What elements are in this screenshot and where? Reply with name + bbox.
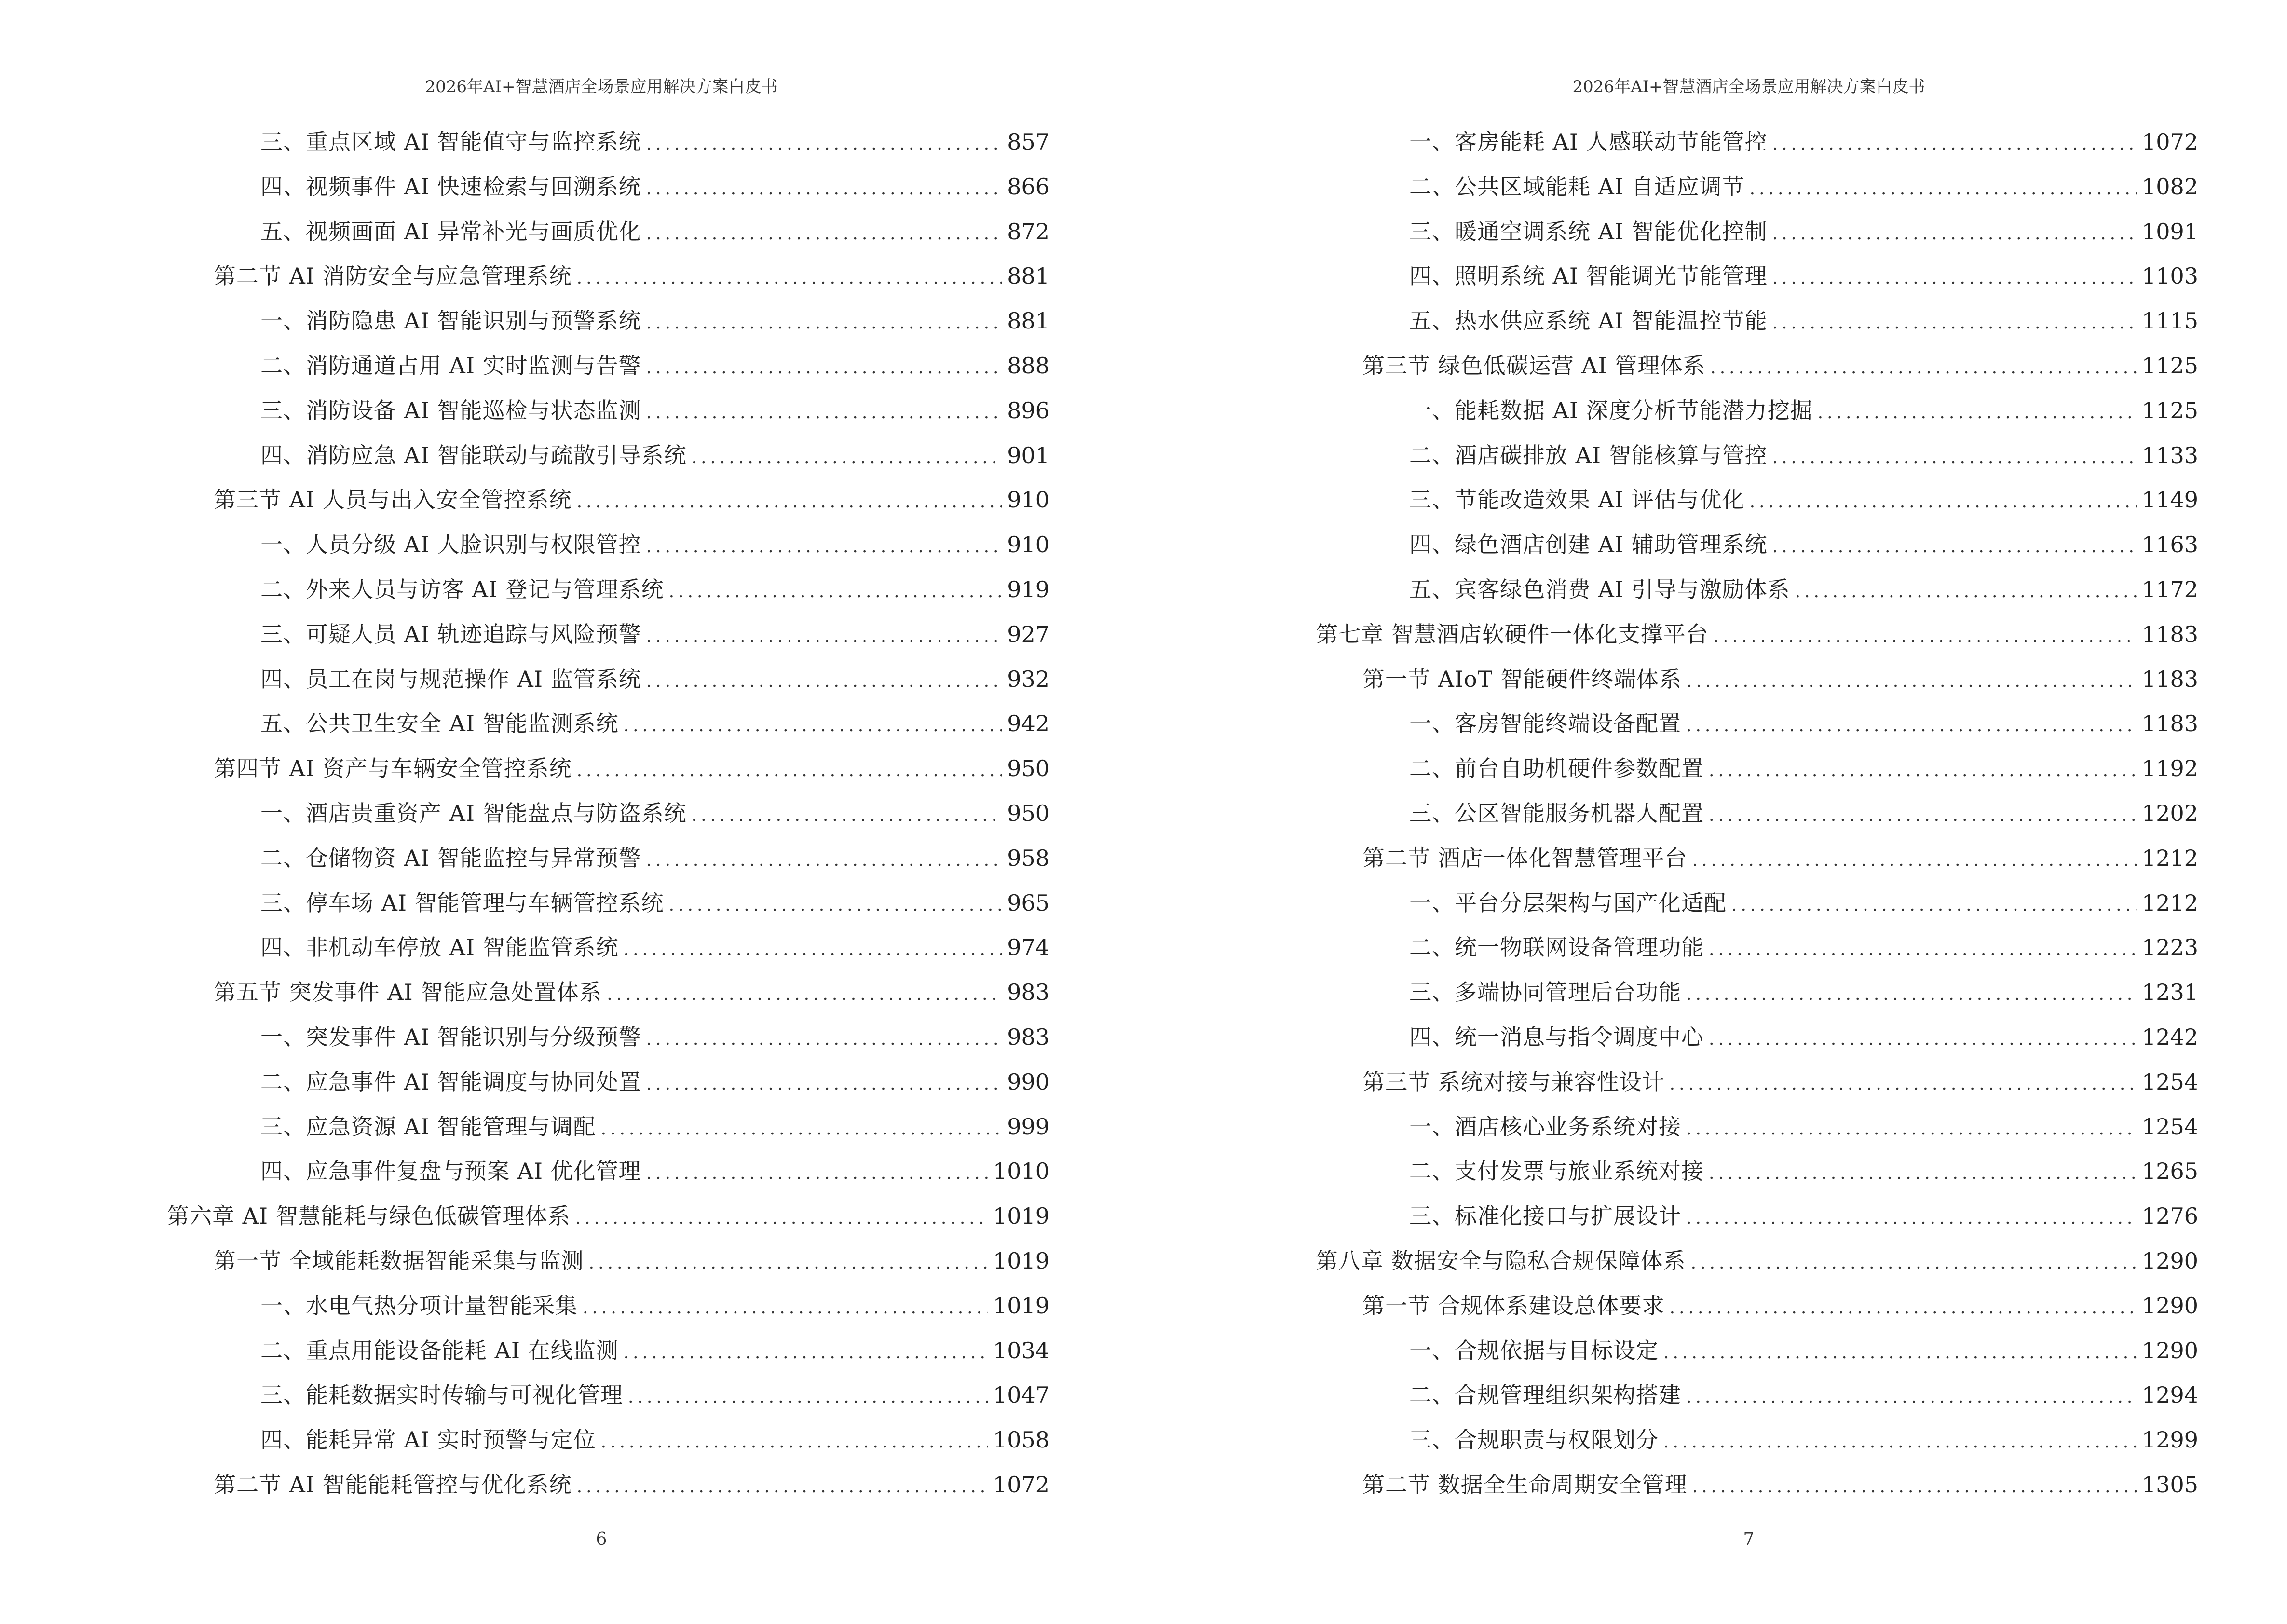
toc-entry-page-number: 950 bbox=[1007, 800, 1049, 826]
dot-leader bbox=[646, 122, 1003, 167]
toc-entry-subsection[interactable] bbox=[167, 791, 1049, 836]
toc-entry-page-number: 1125 bbox=[2141, 397, 2198, 423]
toc-entry-subsection[interactable] bbox=[167, 522, 1049, 567]
dot-leader bbox=[1686, 1196, 2137, 1241]
toc-entry-subsection[interactable] bbox=[167, 1060, 1049, 1105]
dot-leader bbox=[1709, 1017, 2137, 1062]
toc-list bbox=[167, 120, 1049, 1507]
toc-entry-title: 三、暖通空调系统 AI 智能优化控制 bbox=[1409, 218, 1768, 245]
dot-leader bbox=[1709, 1151, 2137, 1196]
toc-entry-page-number: 1125 bbox=[2141, 352, 2198, 379]
toc-entry-section[interactable] bbox=[1316, 343, 2198, 388]
toc-entry-subsection[interactable] bbox=[1316, 567, 2198, 612]
dot-leader bbox=[1772, 436, 2137, 480]
toc-entry-section[interactable] bbox=[1316, 657, 2198, 702]
toc-entry-subsection[interactable] bbox=[1316, 164, 2198, 209]
toc-entry-title: 四、绿色酒店创建 AI 辅助管理系统 bbox=[1409, 532, 1768, 558]
toc-entry-title: 五、公共卫生安全 AI 智能监测系统 bbox=[260, 710, 619, 737]
toc-entry-title: 三、能耗数据实时传输与可视化管理 bbox=[260, 1382, 623, 1408]
toc-entry-page-number: 1192 bbox=[2141, 755, 2198, 782]
toc-entry-title: 二、外来人员与访客 AI 登记与管理系统 bbox=[260, 576, 664, 602]
dot-leader bbox=[1686, 704, 2137, 749]
toc-entry-page-number: 1072 bbox=[993, 1471, 1049, 1498]
toc-entry-section[interactable] bbox=[167, 970, 1049, 1015]
toc-entry-page-number: 910 bbox=[1007, 532, 1049, 558]
toc-entry-page-number: 990 bbox=[1007, 1068, 1049, 1095]
toc-entry-chapter[interactable] bbox=[1316, 612, 2198, 657]
dot-leader bbox=[1772, 301, 2137, 346]
toc-entry-subsection[interactable] bbox=[1316, 299, 2198, 343]
toc-entry-title: 二、前台自助机硬件参数配置 bbox=[1409, 755, 1704, 782]
toc-entry-subsection[interactable] bbox=[167, 1283, 1049, 1328]
dot-leader bbox=[1709, 793, 2137, 838]
toc-entry-section[interactable] bbox=[167, 478, 1049, 522]
toc-entry-subsection[interactable] bbox=[167, 433, 1049, 478]
dot-leader bbox=[624, 928, 1003, 972]
toc-entry-section[interactable] bbox=[1316, 1283, 2198, 1328]
toc-entry-title: 第三节 系统对接与兼容性设计 bbox=[1362, 1068, 1665, 1095]
toc-entry-chapter[interactable] bbox=[167, 1194, 1049, 1239]
toc-entry-title: 三、可疑人员 AI 轨迹追踪与风险预警 bbox=[260, 621, 641, 647]
toc-entry-title: 四、统一消息与指令调度中心 bbox=[1409, 1024, 1704, 1050]
toc-entry-title: 三、节能改造效果 AI 评估与优化 bbox=[1409, 487, 1745, 513]
toc-entry-title: 五、宾客绿色消费 AI 引导与激励体系 bbox=[1409, 576, 1790, 602]
dot-leader bbox=[1670, 1062, 2137, 1107]
dot-leader bbox=[669, 883, 1003, 928]
toc-entry-title: 五、热水供应系统 AI 智能温控节能 bbox=[1409, 308, 1768, 334]
dot-leader bbox=[1686, 972, 2137, 1017]
toc-entry-page-number: 1202 bbox=[2141, 800, 2198, 826]
toc-entry-title: 二、支付发票与旅业系统对接 bbox=[1409, 1158, 1704, 1185]
toc-entry-title: 二、仓储物资 AI 智能监控与异常预警 bbox=[260, 845, 641, 871]
toc-entry-title: 第二节 数据全生命周期安全管理 bbox=[1362, 1471, 1688, 1498]
dot-leader bbox=[669, 570, 1003, 614]
toc-entry-page-number: 1290 bbox=[2141, 1337, 2198, 1364]
toc-entry-subsection[interactable] bbox=[167, 701, 1049, 746]
dot-leader bbox=[646, 659, 1003, 704]
toc-entry-page-number: 1047 bbox=[993, 1382, 1049, 1408]
dot-leader bbox=[646, 212, 1003, 257]
dot-leader bbox=[628, 1375, 988, 1420]
toc-entry-subsection[interactable] bbox=[167, 1149, 1049, 1194]
dot-leader bbox=[1663, 1331, 2137, 1376]
toc-entry-subsection[interactable] bbox=[1316, 1373, 2198, 1418]
toc-entry-page-number: 1091 bbox=[2141, 218, 2198, 245]
toc-entry-subsection[interactable] bbox=[167, 881, 1049, 926]
toc-entry-page-number: 1299 bbox=[2141, 1427, 2198, 1453]
toc-entry-title: 三、重点区域 AI 智能值守与监控系统 bbox=[260, 129, 641, 155]
toc-entry-title: 第一节 全域能耗数据智能采集与监测 bbox=[214, 1247, 584, 1274]
dot-leader bbox=[646, 1017, 1003, 1062]
dot-leader bbox=[1687, 659, 2137, 704]
toc-entry-page-number: 1183 bbox=[2141, 710, 2198, 737]
toc-entry-subsection[interactable] bbox=[167, 1105, 1049, 1149]
toc-entry-section[interactable] bbox=[1316, 1462, 2198, 1507]
toc-entry-title: 四、员工在岗与规范操作 AI 监管系统 bbox=[260, 666, 641, 692]
toc-entry-title: 一、酒店贵重资产 AI 智能盘点与防盗系统 bbox=[260, 800, 687, 826]
toc-entry-page-number: 1133 bbox=[2141, 442, 2198, 468]
toc-entry-subsection[interactable] bbox=[1316, 522, 2198, 567]
toc-entry-page-number: 1183 bbox=[2141, 666, 2198, 692]
toc-entry-title: 四、非机动车停放 AI 智能监管系统 bbox=[260, 934, 619, 961]
dot-leader bbox=[1709, 749, 2137, 793]
toc-entry-page-number: 1254 bbox=[2141, 1068, 2198, 1095]
toc-entry-subsection[interactable] bbox=[1316, 254, 2198, 299]
dot-leader bbox=[1692, 1465, 2137, 1510]
toc-entry-page-number: 974 bbox=[1007, 934, 1049, 961]
toc-entry-subsection[interactable] bbox=[1316, 209, 2198, 254]
dot-leader bbox=[624, 704, 1003, 749]
toc-entry-page-number: 932 bbox=[1007, 666, 1049, 692]
toc-entry-page-number: 1212 bbox=[2141, 889, 2198, 916]
toc-entry-title: 第一节 AIoT 智能硬件终端体系 bbox=[1362, 666, 1682, 692]
toc-entry-title: 一、人员分级 AI 人脸识别与权限管控 bbox=[260, 532, 641, 558]
toc-entry-title: 三、多端协同管理后台功能 bbox=[1409, 979, 1681, 1006]
toc-entry-subsection[interactable] bbox=[167, 1015, 1049, 1060]
toc-entry-title: 第一节 合规体系建设总体要求 bbox=[1362, 1292, 1665, 1319]
toc-entry-subsection[interactable] bbox=[167, 925, 1049, 970]
dot-leader bbox=[1772, 122, 2137, 167]
dot-leader bbox=[646, 525, 1003, 570]
toc-entry-subsection[interactable] bbox=[1316, 120, 2198, 164]
toc-entry-page-number: 1163 bbox=[2141, 532, 2198, 558]
toc-entry-subsection[interactable] bbox=[1316, 1105, 2198, 1149]
dot-leader bbox=[577, 1465, 988, 1510]
running-header: 2026年AI+智慧酒店全场景应用解决方案白皮书 bbox=[425, 77, 778, 96]
toc-entry-title: 一、水电气热分项计量智能采集 bbox=[260, 1292, 578, 1319]
toc-entry-subsection[interactable] bbox=[167, 388, 1049, 433]
toc-entry-subsection[interactable] bbox=[167, 1373, 1049, 1418]
dot-leader bbox=[646, 391, 1003, 436]
toc-entry-subsection[interactable] bbox=[1316, 925, 2198, 970]
page-right bbox=[1144, 0, 2287, 1624]
dot-leader bbox=[1772, 256, 2137, 301]
toc-entry-title: 四、消防应急 AI 智能联动与疏散引导系统 bbox=[260, 442, 687, 468]
toc-entry-page-number: 999 bbox=[1007, 1113, 1049, 1140]
toc-entry-title: 四、照明系统 AI 智能调光节能管理 bbox=[1409, 263, 1768, 289]
toc-entry-title: 二、酒店碳排放 AI 智能核算与管控 bbox=[1409, 442, 1768, 468]
toc-entry-page-number: 1115 bbox=[2141, 308, 2198, 334]
toc-entry-title: 二、统一物联网设备管理功能 bbox=[1409, 934, 1704, 961]
toc-entry-title: 一、平台分层架构与国产化适配 bbox=[1409, 889, 1727, 916]
toc-entry-title: 二、应急事件 AI 智能调度与协同处置 bbox=[260, 1068, 641, 1095]
page-number: 6 bbox=[596, 1529, 607, 1549]
dot-leader bbox=[1663, 1420, 2137, 1465]
toc-entry-subsection[interactable] bbox=[167, 657, 1049, 702]
toc-entry-page-number: 888 bbox=[1007, 352, 1049, 379]
toc-entry-page-number: 919 bbox=[1007, 576, 1049, 602]
toc-entry-page-number: 965 bbox=[1007, 889, 1049, 916]
dot-leader bbox=[646, 167, 1003, 212]
toc-entry-chapter[interactable] bbox=[1316, 1239, 2198, 1283]
toc-entry-title: 第二节 AI 消防安全与应急管理系统 bbox=[214, 263, 572, 289]
toc-entry-section[interactable] bbox=[167, 746, 1049, 791]
toc-entry-subsection[interactable] bbox=[167, 1418, 1049, 1462]
toc-entry-title: 二、重点用能设备能耗 AI 在线监测 bbox=[260, 1337, 619, 1364]
toc-entry-page-number: 1183 bbox=[2141, 621, 2198, 647]
dot-leader bbox=[607, 972, 1002, 1017]
toc-entry-subsection[interactable] bbox=[1316, 1194, 2198, 1239]
toc-entry-subsection[interactable] bbox=[1316, 1418, 2198, 1462]
dot-leader bbox=[1795, 570, 2137, 614]
toc-entry-page-number: 910 bbox=[1007, 487, 1049, 513]
toc-entry-title: 四、能耗异常 AI 实时预警与定位 bbox=[260, 1427, 596, 1453]
dot-leader bbox=[1750, 167, 2137, 212]
toc-entry-page-number: 881 bbox=[1007, 308, 1049, 334]
toc-entry-page-number: 958 bbox=[1007, 845, 1049, 871]
toc-entry-page-number: 1072 bbox=[2141, 129, 2198, 155]
dot-leader bbox=[583, 1286, 988, 1331]
toc-entry-page-number: 1265 bbox=[2141, 1158, 2198, 1185]
toc-entry-page-number: 881 bbox=[1007, 263, 1049, 289]
dot-leader bbox=[601, 1107, 1003, 1152]
toc-entry-page-number: 896 bbox=[1007, 397, 1049, 423]
dot-leader bbox=[589, 1241, 988, 1286]
toc-entry-page-number: 1212 bbox=[2141, 845, 2198, 871]
toc-entry-title: 三、停车场 AI 智能管理与车辆管控系统 bbox=[260, 889, 664, 916]
dot-leader bbox=[624, 1331, 988, 1376]
toc-entry-page-number: 1276 bbox=[2141, 1203, 2198, 1229]
toc-entry-subsection[interactable] bbox=[1316, 881, 2198, 926]
toc-entry-page-number: 866 bbox=[1007, 173, 1049, 200]
dot-leader bbox=[646, 838, 1003, 883]
toc-entry-page-number: 1082 bbox=[2141, 173, 2198, 200]
toc-entry-page-number: 1172 bbox=[2141, 576, 2198, 602]
toc-entry-title: 第八章 数据安全与隐私合规保障体系 bbox=[1316, 1247, 1686, 1274]
dot-leader bbox=[575, 1196, 988, 1241]
toc-entry-page-number: 901 bbox=[1007, 442, 1049, 468]
dot-leader bbox=[601, 1420, 988, 1465]
toc-entry-subsection[interactable] bbox=[1316, 1149, 2198, 1194]
toc-entry-page-number: 942 bbox=[1007, 710, 1049, 737]
toc-entry-page-number: 872 bbox=[1007, 218, 1049, 245]
toc-entry-title: 四、应急事件复盘与预案 AI 优化管理 bbox=[260, 1158, 641, 1185]
toc-entry-subsection[interactable] bbox=[167, 299, 1049, 343]
toc-entry-title: 三、合规职责与权限划分 bbox=[1409, 1427, 1659, 1453]
dot-leader bbox=[1670, 1286, 2137, 1331]
dot-leader bbox=[1709, 928, 2137, 972]
toc-entry-title: 四、视频事件 AI 快速检索与回溯系统 bbox=[260, 173, 641, 200]
toc-entry-subsection[interactable] bbox=[167, 209, 1049, 254]
toc-entry-page-number: 1034 bbox=[993, 1337, 1049, 1364]
toc-entry-title: 一、能耗数据 AI 深度分析节能潜力挖掘 bbox=[1409, 397, 1813, 423]
toc-entry-page-number: 1254 bbox=[2141, 1113, 2198, 1140]
dot-leader bbox=[1731, 883, 2137, 928]
toc-entry-page-number: 1290 bbox=[2141, 1292, 2198, 1319]
toc-entry-title: 第七章 智慧酒店软硬件一体化支撑平台 bbox=[1316, 621, 1709, 647]
toc-entry-page-number: 1019 bbox=[993, 1203, 1049, 1229]
toc-entry-subsection[interactable] bbox=[1316, 388, 2198, 433]
dot-leader bbox=[1710, 346, 2137, 391]
toc-entry-title: 一、合规依据与目标设定 bbox=[1409, 1337, 1659, 1364]
toc-entry-title: 第二节 AI 智能能耗管控与优化系统 bbox=[214, 1471, 572, 1498]
toc-entry-subsection[interactable] bbox=[167, 612, 1049, 657]
toc-entry-title: 一、酒店核心业务系统对接 bbox=[1409, 1113, 1681, 1140]
toc-entry-page-number: 1019 bbox=[993, 1292, 1049, 1319]
toc-entry-subsection[interactable] bbox=[1316, 701, 2198, 746]
toc-entry-page-number: 1223 bbox=[2141, 934, 2198, 961]
toc-entry-subsection[interactable] bbox=[1316, 1328, 2198, 1373]
toc-entry-page-number: 927 bbox=[1007, 621, 1049, 647]
toc-entry-subsection[interactable] bbox=[167, 164, 1049, 209]
toc-entry-subsection[interactable] bbox=[167, 1328, 1049, 1373]
dot-leader bbox=[1686, 1375, 2137, 1420]
dot-leader bbox=[646, 346, 1003, 391]
toc-entry-title: 一、客房能耗 AI 人感联动节能管控 bbox=[1409, 129, 1768, 155]
dot-leader bbox=[1691, 1241, 2137, 1286]
dot-leader bbox=[1692, 838, 2137, 883]
dot-leader bbox=[692, 793, 1003, 838]
dot-leader bbox=[692, 436, 1003, 480]
toc-entry-subsection[interactable] bbox=[1316, 1015, 2198, 1060]
toc-entry-title: 第五节 突发事件 AI 智能应急处置体系 bbox=[214, 979, 602, 1006]
toc-entry-page-number: 1242 bbox=[2141, 1024, 2198, 1050]
dot-leader bbox=[1772, 525, 2137, 570]
dot-leader bbox=[646, 1151, 988, 1196]
toc-entry-page-number: 1294 bbox=[2141, 1382, 2198, 1408]
toc-entry-title: 三、消防设备 AI 智能巡检与状态监测 bbox=[260, 397, 641, 423]
toc-entry-page-number: 1010 bbox=[993, 1158, 1049, 1185]
toc-entry-page-number: 857 bbox=[1007, 129, 1049, 155]
toc-entry-page-number: 950 bbox=[1007, 755, 1049, 782]
toc-entry-title: 二、消防通道占用 AI 实时监测与告警 bbox=[260, 352, 641, 379]
toc-entry-section[interactable] bbox=[167, 254, 1049, 299]
dot-leader bbox=[577, 749, 1003, 793]
running-header: 2026年AI+智慧酒店全场景应用解决方案白皮书 bbox=[1572, 77, 1925, 96]
page-number: 7 bbox=[1743, 1529, 1755, 1549]
toc-entry-page-number: 983 bbox=[1007, 979, 1049, 1006]
dot-leader bbox=[1772, 212, 2137, 257]
toc-entry-title: 三、应急资源 AI 智能管理与调配 bbox=[260, 1113, 596, 1140]
toc-entry-subsection[interactable] bbox=[167, 120, 1049, 164]
toc-entry-page-number: 1103 bbox=[2141, 263, 2198, 289]
toc-entry-page-number: 1231 bbox=[2141, 979, 2198, 1006]
toc-entry-subsection[interactable] bbox=[1316, 970, 2198, 1015]
toc-entry-page-number: 1019 bbox=[993, 1247, 1049, 1274]
toc-entry-page-number: 1058 bbox=[993, 1427, 1049, 1453]
toc-entry-page-number: 1290 bbox=[2141, 1247, 2198, 1274]
dot-leader bbox=[646, 1062, 1003, 1107]
dot-leader bbox=[646, 614, 1003, 659]
dot-leader bbox=[646, 301, 1003, 346]
toc-entry-section[interactable] bbox=[1316, 1060, 2198, 1105]
dot-leader bbox=[1686, 1107, 2137, 1152]
toc-entry-subsection[interactable] bbox=[167, 836, 1049, 881]
toc-entry-title: 五、视频画面 AI 异常补光与画质优化 bbox=[260, 218, 641, 245]
toc-entry-page-number: 983 bbox=[1007, 1024, 1049, 1050]
toc-entry-section[interactable] bbox=[1316, 836, 2198, 881]
toc-entry-title: 一、突发事件 AI 智能识别与分级预警 bbox=[260, 1024, 641, 1050]
toc-entry-section[interactable] bbox=[167, 1462, 1049, 1507]
dot-leader bbox=[1750, 480, 2137, 525]
toc-entry-subsection[interactable] bbox=[1316, 478, 2198, 522]
dot-leader bbox=[577, 480, 1003, 525]
toc-entry-page-number: 1149 bbox=[2141, 487, 2198, 513]
toc-entry-title: 第三节 AI 人员与出入安全管控系统 bbox=[214, 487, 572, 513]
toc-entry-subsection[interactable] bbox=[1316, 791, 2198, 836]
toc-entry-title: 三、公区智能服务机器人配置 bbox=[1409, 800, 1704, 826]
toc-entry-title: 三、标准化接口与扩展设计 bbox=[1409, 1203, 1681, 1229]
dot-leader bbox=[1818, 391, 2137, 436]
toc-entry-title: 第六章 AI 智慧能耗与绿色低碳管理体系 bbox=[167, 1203, 571, 1229]
dot-leader bbox=[577, 256, 1003, 301]
toc-entry-subsection[interactable] bbox=[167, 567, 1049, 612]
toc-entry-subsection[interactable] bbox=[1316, 433, 2198, 478]
toc-entry-title: 一、消防隐患 AI 智能识别与预警系统 bbox=[260, 308, 641, 334]
toc-entry-title: 二、公共区域能耗 AI 自适应调节 bbox=[1409, 173, 1745, 200]
toc-entry-subsection[interactable] bbox=[167, 343, 1049, 388]
dot-leader bbox=[1714, 614, 2137, 659]
toc-entry-title: 二、合规管理组织架构搭建 bbox=[1409, 1382, 1681, 1408]
toc-entry-title: 一、客房智能终端设备配置 bbox=[1409, 710, 1681, 737]
toc-list bbox=[1316, 120, 2198, 1507]
toc-entry-title: 第三节 绿色低碳运营 AI 管理体系 bbox=[1362, 352, 1706, 379]
toc-entry-title: 第四节 AI 资产与车辆安全管控系统 bbox=[214, 755, 572, 782]
toc-entry-title: 第二节 酒店一体化智慧管理平台 bbox=[1362, 845, 1688, 871]
toc-entry-section[interactable] bbox=[167, 1239, 1049, 1283]
toc-entry-subsection[interactable] bbox=[1316, 746, 2198, 791]
toc-entry-page-number: 1305 bbox=[2141, 1471, 2198, 1498]
